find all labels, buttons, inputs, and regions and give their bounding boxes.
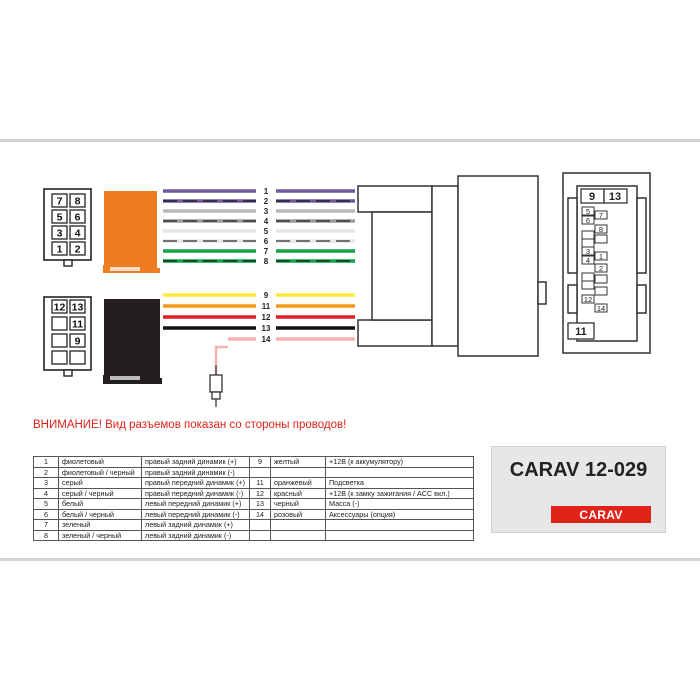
wire-number-6: 6 [263, 237, 269, 246]
table-cell: Аксессуары (опция) [326, 509, 474, 520]
carav-logo [551, 506, 651, 523]
wire-number-9: 9 [263, 291, 269, 300]
antenna-plug [210, 347, 228, 407]
svg-text:2: 2 [598, 264, 604, 273]
product-title: CARAV 12-029 [509, 459, 648, 481]
logo-text: CARAV [579, 508, 623, 522]
table-cell: зеленый [59, 520, 142, 531]
table-cell: фиолетовый / черный [59, 467, 142, 478]
table-cell [250, 520, 271, 531]
connector-b-pin-9 [70, 334, 85, 348]
right-pin-6 [582, 216, 594, 225]
diagram-card [0, 139, 700, 561]
table-cell: правый передний динамик (+) [142, 478, 250, 489]
connector-b-pin-empty [52, 334, 67, 347]
svg-text:6: 6 [74, 211, 81, 224]
table-cell: 7 [34, 520, 59, 531]
svg-text:12: 12 [53, 301, 66, 314]
table-cell: красный [271, 488, 326, 499]
svg-text:6: 6 [585, 216, 591, 225]
svg-text:5: 5 [56, 211, 63, 224]
wire-4 [163, 217, 355, 226]
svg-text:13: 13 [71, 301, 84, 314]
table-cell: Подсветка [326, 478, 474, 489]
table-cell: оранжевый [271, 478, 326, 489]
table-cell [326, 467, 474, 478]
connector-a-pin-7 [52, 194, 67, 208]
table-cell: белый / черный [59, 509, 142, 520]
connector-a-pin-5 [52, 210, 67, 224]
wire-number-4: 4 [263, 217, 269, 226]
table-cell [271, 530, 326, 541]
table-cell: розовый [271, 509, 326, 520]
table-cell: Масса (-) [326, 499, 474, 510]
wire-number-13: 13 [261, 324, 271, 333]
wire-8 [163, 257, 355, 266]
svg-text:11: 11 [71, 318, 84, 331]
table-cell: левый передний динамик (+) [142, 499, 250, 510]
connector-a-pin-1 [52, 242, 67, 256]
svg-text:7: 7 [598, 211, 604, 220]
table-cell: 3 [34, 478, 59, 489]
right-pin-4 [582, 256, 594, 265]
wire-2 [163, 197, 355, 206]
wire-legend-table [33, 456, 474, 541]
svg-text:1: 1 [598, 252, 604, 261]
table-cell [250, 530, 271, 541]
table-cell: белый [59, 499, 142, 510]
right-pin-3 [582, 247, 594, 256]
table-row [34, 530, 474, 541]
table-cell: 9 [250, 457, 271, 468]
wire-13 [163, 324, 355, 333]
table-row [34, 467, 474, 478]
connector-a-pin-4 [70, 226, 85, 240]
table-cell: 2 [34, 467, 59, 478]
table-row [34, 520, 474, 531]
wire-number-2: 2 [263, 197, 269, 206]
connector-b-pin-empty [70, 351, 85, 364]
svg-text:4: 4 [74, 227, 81, 240]
table-cell: 14 [250, 509, 271, 520]
svg-text:5: 5 [585, 207, 591, 216]
vehicle-connector-side-view [358, 176, 546, 356]
wire-number-11: 11 [261, 302, 271, 311]
right-pin-7 [595, 211, 607, 220]
connector-b-faceplate [44, 297, 91, 376]
wire-number-12: 12 [261, 313, 271, 322]
table-cell: зеленый / черный [59, 530, 142, 541]
svg-text:8: 8 [74, 195, 81, 208]
right-pin-12 [582, 295, 594, 304]
svg-text:2: 2 [74, 243, 81, 256]
table-row [34, 509, 474, 520]
connector-b-pin-13 [70, 300, 85, 314]
wire-1 [163, 187, 355, 196]
table-cell [250, 467, 271, 478]
right-pin-2 [595, 264, 607, 273]
table-cell: левый задний динамик (+) [142, 520, 250, 531]
table-cell: черный [271, 499, 326, 510]
table-cell: 4 [34, 488, 59, 499]
right-pin-label-top-right: 13 [608, 191, 622, 203]
wire-number-7: 7 [263, 247, 269, 256]
connector-b-pin-11 [70, 317, 85, 331]
svg-text:3: 3 [56, 227, 63, 240]
table-cell: правый задний динамик (+) [142, 457, 250, 468]
connector-a-pin-8 [70, 194, 85, 208]
table-cell: +12В (к аккумулятору) [326, 457, 474, 468]
orange-connector-body [103, 191, 160, 273]
right-pin-label-bottom-left: 11 [575, 326, 587, 338]
connector-b-pin-empty [52, 351, 67, 364]
table-cell: правый задний динамик (-) [142, 467, 250, 478]
table-cell: фиолетовый [59, 457, 142, 468]
table-cell: 6 [34, 509, 59, 520]
svg-text:14: 14 [596, 304, 606, 313]
table-cell: 12 [250, 488, 271, 499]
warning-text: ВНИМАНИЕ! Вид разъемов показан со стороны проводов! [33, 419, 347, 431]
wire-3 [163, 207, 355, 216]
svg-text:12: 12 [583, 295, 593, 304]
wire-9 [163, 291, 355, 300]
wire-6 [163, 237, 355, 246]
svg-text:1: 1 [56, 243, 63, 256]
wire-12 [163, 313, 355, 322]
table-row [34, 488, 474, 499]
table-cell: 11 [250, 478, 271, 489]
connector-a-pin-6 [70, 210, 85, 224]
table-cell: серый / черный [59, 488, 142, 499]
connector-a-faceplate [44, 189, 91, 266]
wire-14 [228, 335, 355, 344]
right-pin-8 [595, 225, 607, 234]
black-connector-body [103, 299, 162, 384]
table-cell: желтый [271, 457, 326, 468]
table-cell: левый передний динамик (-) [142, 509, 250, 520]
svg-text:7: 7 [56, 195, 63, 208]
table-cell [271, 520, 326, 531]
table-cell: серый [59, 478, 142, 489]
table-cell: 8 [34, 530, 59, 541]
right-pin-5 [582, 207, 594, 216]
connector-a-pin-2 [70, 242, 85, 256]
table-cell [326, 520, 474, 531]
table-cell [271, 467, 326, 478]
table-cell: +12В (к замку зажигания / ACC вкл.) [326, 488, 474, 499]
wire-number-14: 14 [261, 335, 271, 344]
svg-text:4: 4 [585, 256, 591, 265]
right-pin-1 [595, 252, 607, 261]
table-cell [326, 530, 474, 541]
table-cell: левый задний динамик (-) [142, 530, 250, 541]
wire-number-3: 3 [263, 207, 269, 216]
right-pin-14 [595, 304, 607, 313]
svg-text:8: 8 [598, 225, 604, 234]
wire-7 [163, 247, 355, 256]
table-cell: правый передний динамик (-) [142, 488, 250, 499]
wiring-diagram [0, 142, 700, 422]
wire-5 [163, 227, 355, 236]
table-row [34, 499, 474, 510]
connector-b-pin-12 [52, 300, 67, 314]
table-cell: 1 [34, 457, 59, 468]
wire-number-5: 5 [263, 227, 269, 236]
right-pin-label-top-left: 9 [588, 191, 596, 203]
table-row [34, 478, 474, 489]
svg-text:9: 9 [74, 335, 81, 348]
wire-11 [163, 302, 355, 311]
wire-number-8: 8 [263, 257, 269, 266]
table-row [34, 457, 474, 468]
connector-a-pin-3 [52, 226, 67, 240]
table-cell: 13 [250, 499, 271, 510]
wire-number-1: 1 [263, 187, 269, 196]
connector-b-pin-empty [52, 317, 67, 330]
table-cell: 5 [34, 499, 59, 510]
svg-text:3: 3 [585, 247, 591, 256]
